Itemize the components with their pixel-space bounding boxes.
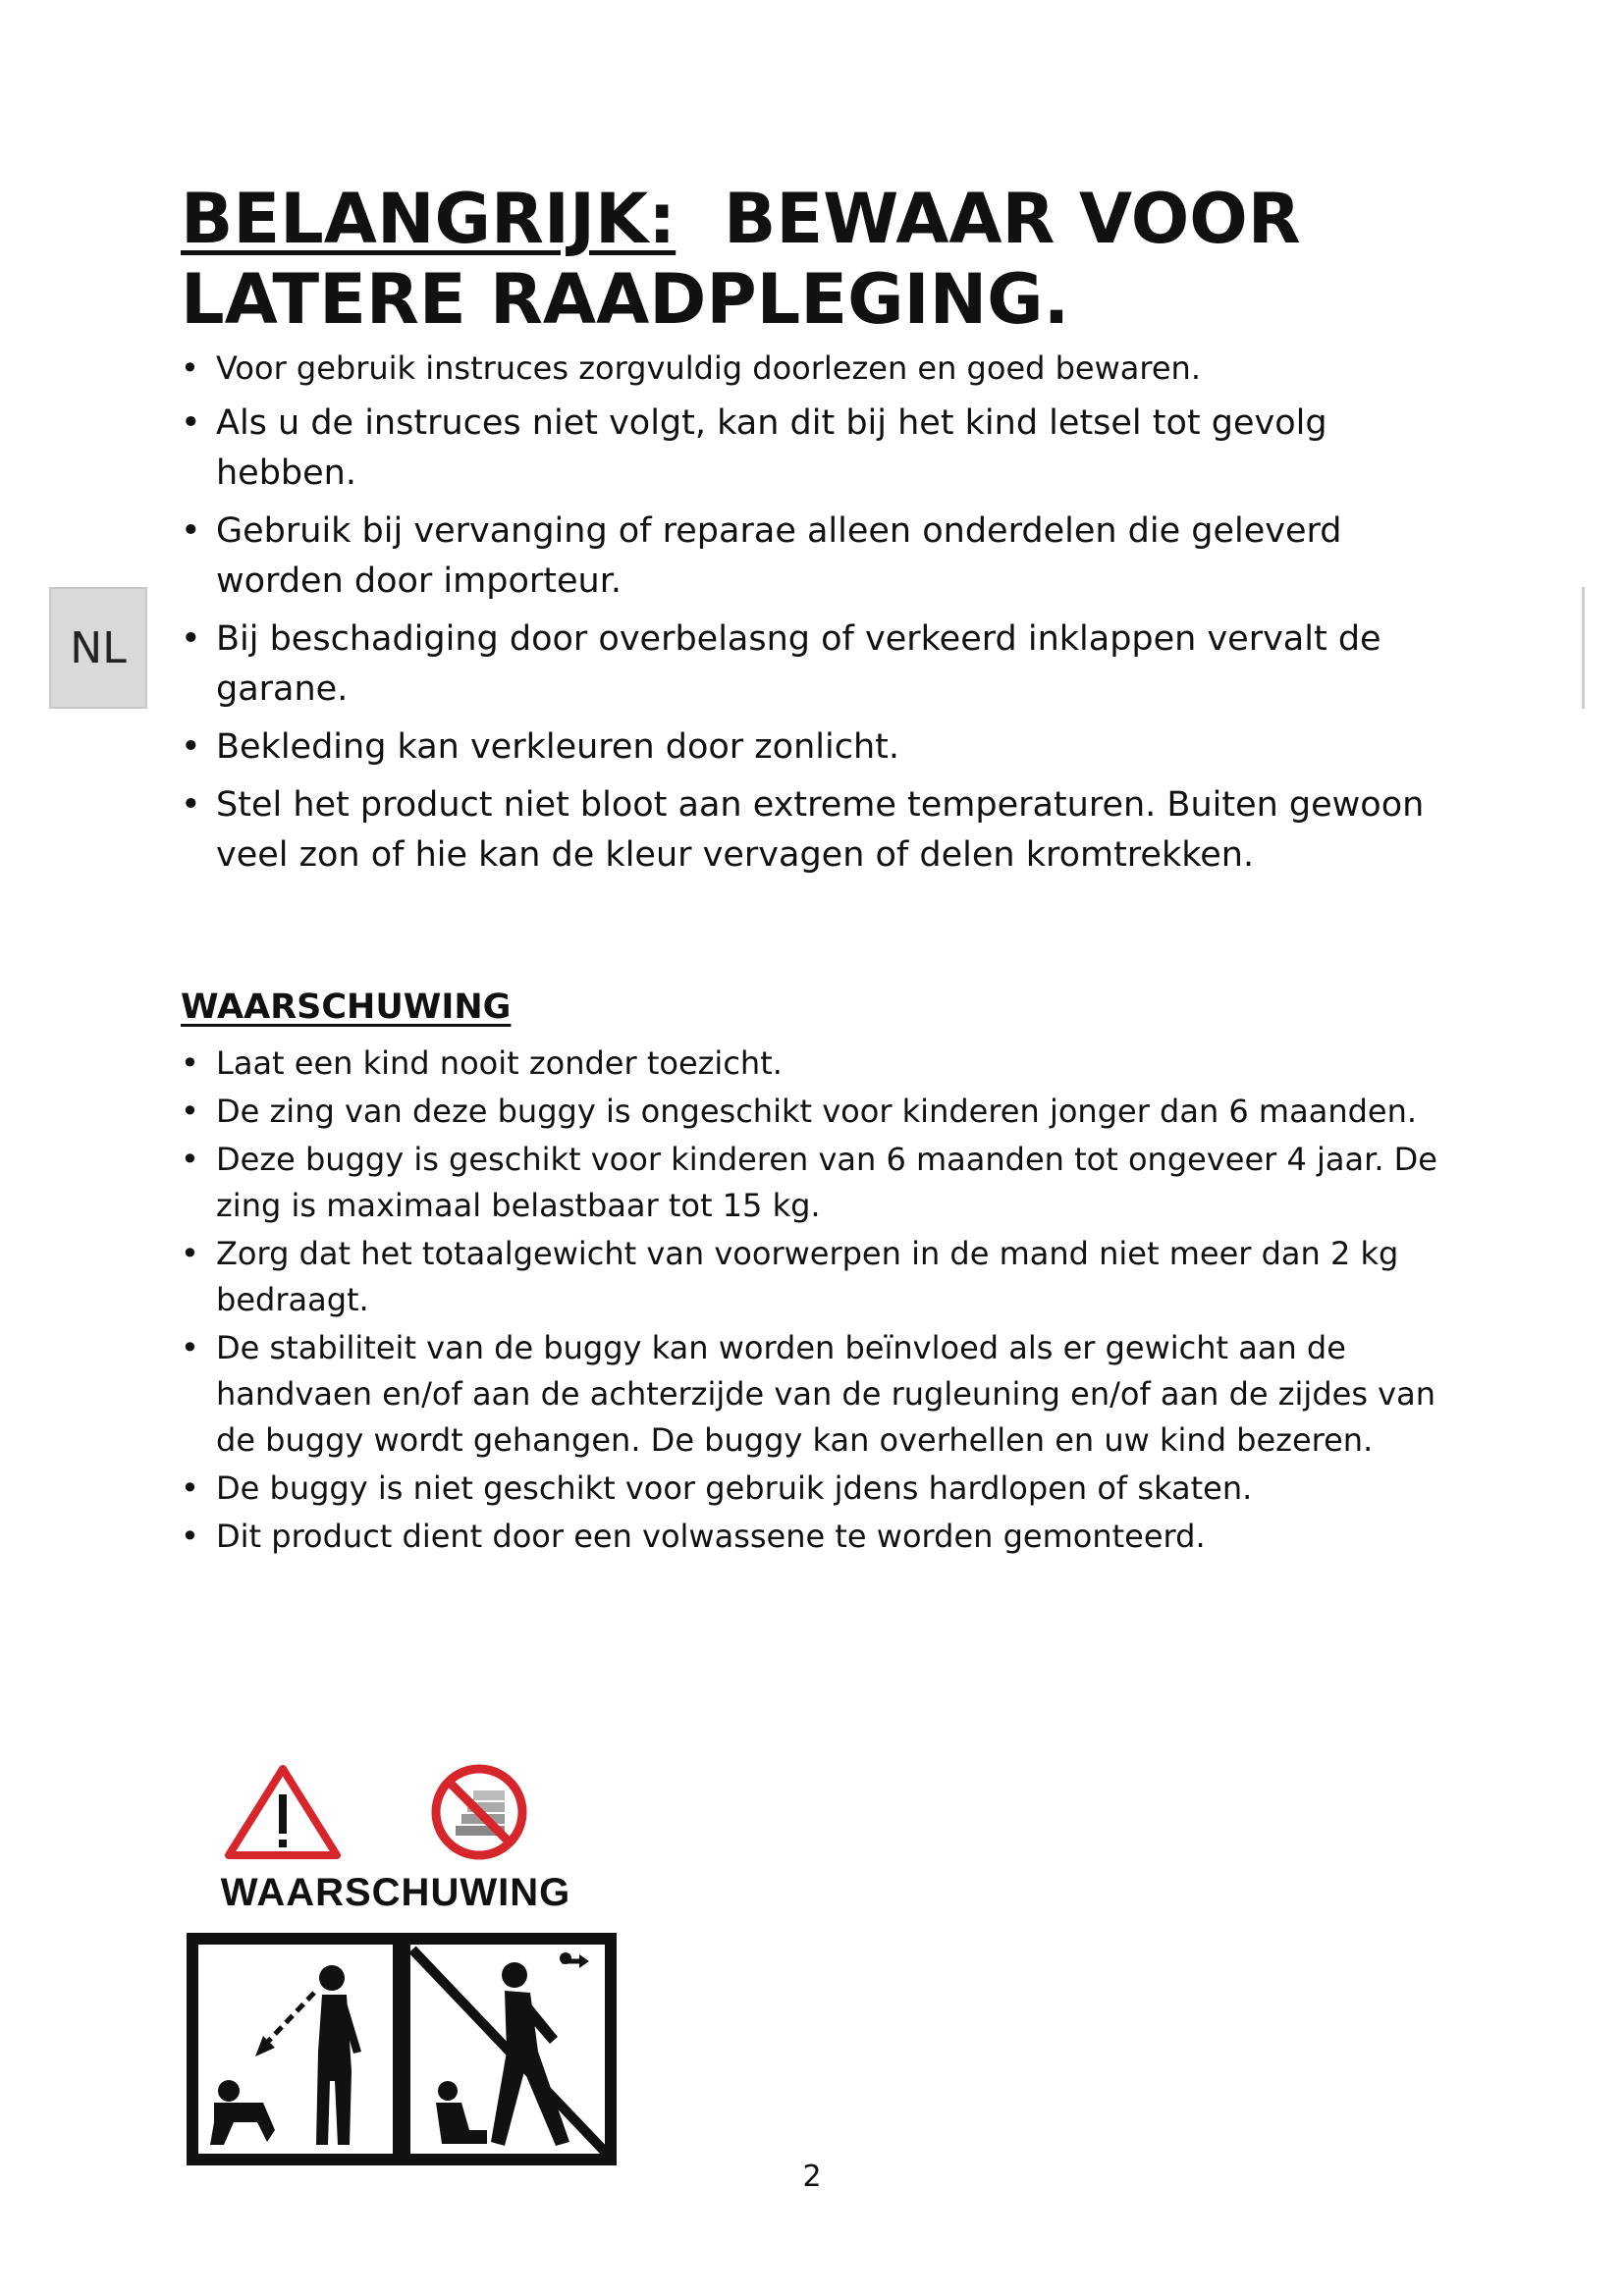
list-item: • De zing van deze buggy is ongeschikt voor kinderen jonger dan 6 maanden. xyxy=(181,1089,1457,1135)
title-keyword: BELANGRIJK: xyxy=(181,179,677,259)
important-list xyxy=(181,346,1457,888)
no-stairs-icon xyxy=(436,1769,522,1855)
list-item: • Zorg dat het totaalgewicht van voorwerpen in de mand niet meer dan 2 kg bedraagt. xyxy=(181,1231,1457,1323)
title-line2: LATERE RAADPLEGING. xyxy=(181,259,1070,340)
list-item: • Gebruik bij vervanging of reparae alleen onderdelen die geleverd worden door importeur. xyxy=(181,507,1457,607)
list-item: • Als u de instruces niet volgt, kan dit bij het kind letsel tot gevolg hebben. xyxy=(181,399,1457,499)
list-item: • Voor gebruik instruces zorgvuldig doorlezen en goed bewaren. xyxy=(181,346,1457,391)
warning-graphic-label: WAARSCHUWING xyxy=(220,1871,571,1914)
list-item: • Bekleding kan verkleuren door zonlicht. xyxy=(181,722,1457,773)
page-title xyxy=(181,179,1555,340)
warning-triangle-icon xyxy=(229,1769,337,1855)
warning-list xyxy=(181,1041,1457,1562)
list-item: • Dit product dient door een volwassene te worden gemonteerd. xyxy=(181,1514,1457,1560)
list-item: • De buggy is niet geschikt voor gebruik jdens hardlopen of skaten. xyxy=(181,1466,1457,1512)
page-number: 2 xyxy=(802,2160,822,2194)
list-item: • Stel het product niet bloot aan extreme temperaturen. Buiten gewoon veel zon of hie kan de kleur vervagen of delen kromtrekken. xyxy=(181,780,1457,881)
list-item: • Deze buggy is geschikt voor kinderen van 6 maanden tot ongeveer 4 jaar. De zing is maximaal belastbaar tot 15 kg. xyxy=(181,1137,1457,1229)
page-edge-marker xyxy=(1582,587,1585,709)
no-unattended-child-pictogram xyxy=(192,1939,611,2160)
list-item: • Bij beschadiging door overbelasng of verkeerd inklappen vervalt de garane. xyxy=(181,614,1457,715)
title-line1-rest: BEWAAR VOOR xyxy=(723,179,1301,259)
list-item: • Laat een kind nooit zonder toezicht. xyxy=(181,1041,1457,1087)
language-tab: NL xyxy=(49,587,147,709)
list-item: • De stabiliteit van de buggy kan worden beïnvloed als er gewicht aan de handvaen en/of aan de achterzijde van de rugleuning en/of aan de zijdes van de buggy wordt gehangen. De buggy kan overhellen en uw kind bezeren. xyxy=(181,1325,1457,1464)
warning-heading: WAARSCHUWING xyxy=(181,988,512,1027)
warning-graphic xyxy=(185,1757,617,2179)
